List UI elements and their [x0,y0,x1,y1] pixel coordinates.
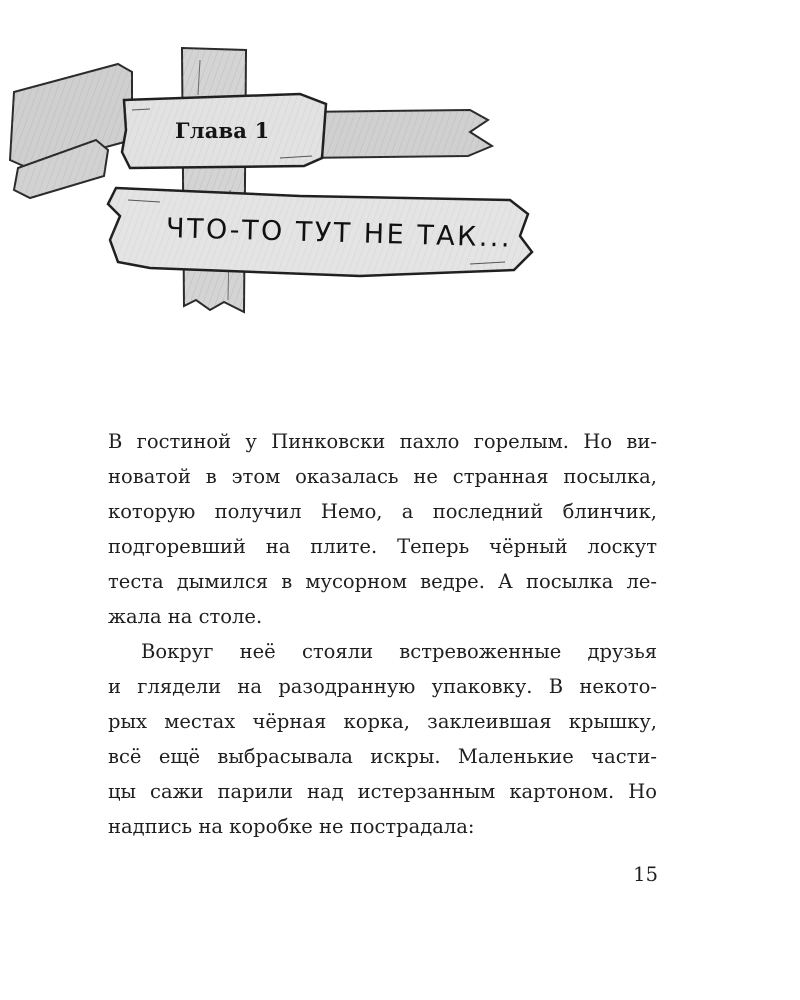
text-line: которую получил Немо, а последний блинчик, [108,500,657,523]
page-number: 15 [633,863,658,886]
text-line: жала на столе. [108,605,263,628]
text-line: подгоревший на плите. Теперь чёрный лоскут [108,535,657,558]
right-plank [300,110,492,158]
chapter-header-illustration [0,0,560,330]
text-line: и глядели на разодранную упаковку. В некото- [108,675,657,698]
text-line: надпись на коробке не пострадала: [108,815,475,838]
body-text [108,424,657,844]
text-line: всё ещё выбрасывала искры. Маленькие части- [108,745,657,768]
back-plank [10,64,132,198]
text-line: теста дымился в мусорном ведре. А посылка ле- [108,570,657,593]
text-line: Вокруг неё стояли встревоженные друзья [141,640,657,663]
text-line: цы сажи парили над истерзанным картоном. Но [108,780,657,803]
chapter-title: ЧТО-ТО ТУТ НЕ ТАК... [165,213,513,254]
text-line: В гостиной у Пинковски пахло горелым. Но ви- [108,430,657,453]
paragraph [108,424,657,634]
chapter-label: Глава 1 [175,118,270,143]
text-line: рых местах чёрная корка, заклеившая крышку, [108,710,657,733]
paragraph [108,634,657,844]
text-line: новатой в этом оказалась не странная посылка, [108,465,657,488]
